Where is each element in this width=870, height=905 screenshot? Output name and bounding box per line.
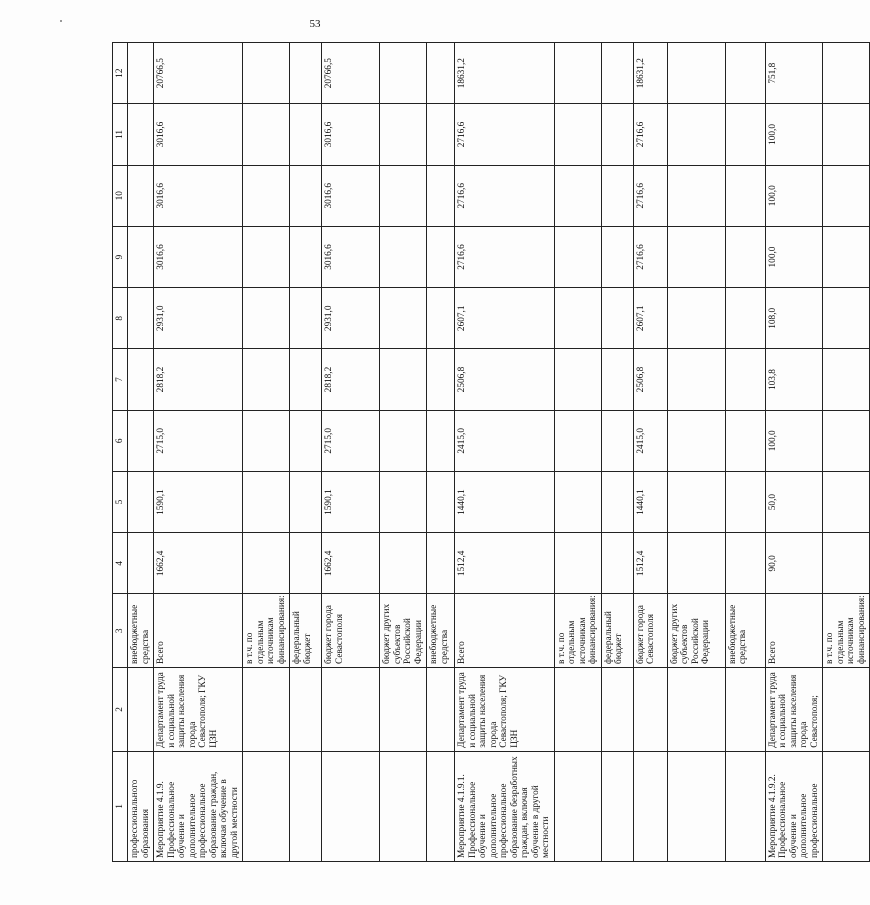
cell-value	[243, 165, 290, 226]
cell-measure	[725, 751, 765, 861]
table-row	[128, 43, 154, 862]
cell-value: 18631,2	[633, 43, 667, 104]
cell-value	[427, 410, 455, 471]
cell-value	[667, 288, 725, 349]
cell-executor: Департамент труда и социальной защиты населения города Севастополя; ГКУ ЦЗН	[154, 667, 243, 751]
cell-value	[427, 226, 455, 287]
cell-value: 1440,1	[633, 471, 667, 532]
cell-executor	[128, 667, 154, 751]
cell-value: 2716,6	[455, 226, 555, 287]
cell-measure: Мероприятие 4.1.9. Профессиональное обучение и дополнительное профессиональное образование граждан, включая обучение в другой местности	[154, 751, 243, 861]
cell-source: в т.ч. по отдельным источникам финансирования:	[554, 594, 601, 668]
column-header-11: 11	[113, 104, 128, 165]
cell-value	[290, 533, 322, 594]
cell-value: 2716,6	[455, 165, 555, 226]
cell-source: Всего	[765, 594, 823, 668]
cell-value	[380, 410, 427, 471]
cell-value	[290, 226, 322, 287]
column-header-9: 9	[113, 226, 128, 287]
cell-value	[823, 410, 870, 471]
cell-value	[243, 349, 290, 410]
cell-value	[667, 104, 725, 165]
column-header-12: 12	[113, 43, 128, 104]
table-row	[601, 43, 633, 862]
column-header-6: 6	[113, 410, 128, 471]
cell-value	[243, 43, 290, 104]
cell-value	[128, 104, 154, 165]
cell-value	[554, 226, 601, 287]
column-header-3: 3	[113, 594, 128, 668]
cell-value: 2607,1	[455, 288, 555, 349]
cell-value	[554, 43, 601, 104]
cell-value	[725, 533, 765, 594]
cell-value	[128, 288, 154, 349]
cell-value	[243, 288, 290, 349]
cell-executor	[633, 667, 667, 751]
cell-source: внебюджетные средства	[725, 594, 765, 668]
cell-value	[380, 349, 427, 410]
cell-value	[601, 104, 633, 165]
cell-value	[667, 165, 725, 226]
column-header-2: 2	[113, 667, 128, 751]
cell-value	[554, 410, 601, 471]
cell-value: 1512,4	[455, 533, 555, 594]
cell-source: в т.ч. по отдельным источникам финансирования:	[243, 594, 290, 668]
cell-value: 2716,6	[633, 226, 667, 287]
cell-value: 1590,1	[154, 471, 243, 532]
cell-value: 2415,0	[633, 410, 667, 471]
cell-value: 3016,6	[322, 226, 380, 287]
cell-value	[601, 349, 633, 410]
cell-value	[725, 226, 765, 287]
cell-value	[427, 43, 455, 104]
cell-value	[128, 43, 154, 104]
cell-value	[823, 533, 870, 594]
cell-value	[290, 349, 322, 410]
cell-value	[380, 226, 427, 287]
cell-source: бюджет города Севастополя	[633, 594, 667, 668]
cell-value	[725, 410, 765, 471]
column-header-7: 7	[113, 349, 128, 410]
cell-measure	[427, 751, 455, 861]
cell-value	[667, 349, 725, 410]
cell-value	[725, 43, 765, 104]
cell-value	[427, 533, 455, 594]
cell-value	[554, 165, 601, 226]
cell-value	[601, 471, 633, 532]
cell-value: 20766,5	[154, 43, 243, 104]
cell-source: Всего	[154, 594, 243, 668]
cell-value	[667, 533, 725, 594]
cell-value	[823, 43, 870, 104]
cell-source: бюджет города Севастополя	[322, 594, 380, 668]
cell-value	[243, 104, 290, 165]
cell-measure	[322, 751, 380, 861]
cell-value	[380, 43, 427, 104]
cell-value	[290, 471, 322, 532]
cell-value: 2818,2	[322, 349, 380, 410]
cell-value	[554, 533, 601, 594]
cell-executor	[667, 667, 725, 751]
cell-value	[290, 410, 322, 471]
cell-value	[128, 226, 154, 287]
cell-value	[823, 104, 870, 165]
cell-value	[427, 349, 455, 410]
cell-value: 100,0	[765, 410, 823, 471]
cell-executor: Департамент труда и социальной защиты населения города Севастополя;	[765, 667, 823, 751]
cell-value	[290, 104, 322, 165]
cell-value: 2931,0	[322, 288, 380, 349]
cell-value: 103,8	[765, 349, 823, 410]
cell-executor	[725, 667, 765, 751]
cell-value	[380, 104, 427, 165]
table-row	[554, 43, 601, 862]
cell-measure	[290, 751, 322, 861]
cell-executor	[554, 667, 601, 751]
financing-table	[112, 42, 870, 862]
cell-value: 1662,4	[154, 533, 243, 594]
cell-value	[601, 165, 633, 226]
cell-value	[601, 288, 633, 349]
cell-source: федеральный бюджет	[601, 594, 633, 668]
cell-executor	[322, 667, 380, 751]
cell-measure: Мероприятие 4.1.9.2. Профессиональное обучение и дополнительное профессиональное	[765, 751, 823, 861]
cell-value	[128, 471, 154, 532]
column-header-4: 4	[113, 533, 128, 594]
cell-value	[554, 349, 601, 410]
cell-value: 3016,6	[154, 165, 243, 226]
cell-value: 2931,0	[154, 288, 243, 349]
cell-value	[601, 226, 633, 287]
cell-value: 18631,2	[455, 43, 555, 104]
cell-value	[554, 104, 601, 165]
cell-executor: Департамент труда и социальной защиты населения города Севастополя; ГКУ ЦЗН	[455, 667, 555, 751]
table-row	[427, 43, 455, 862]
cell-value	[128, 165, 154, 226]
cell-value	[601, 533, 633, 594]
cell-value	[243, 410, 290, 471]
cell-measure	[601, 751, 633, 861]
cell-value	[601, 43, 633, 104]
cell-value: 50,0	[765, 471, 823, 532]
table-row	[765, 43, 823, 862]
cell-value	[823, 165, 870, 226]
cell-value	[290, 43, 322, 104]
cell-executor	[427, 667, 455, 751]
cell-value	[427, 165, 455, 226]
column-header-5: 5	[113, 471, 128, 532]
cell-source: внебюджетные средства	[427, 594, 455, 668]
cell-executor	[243, 667, 290, 751]
cell-value	[554, 288, 601, 349]
cell-value	[725, 288, 765, 349]
cell-value	[380, 533, 427, 594]
table-row	[725, 43, 765, 862]
table-row	[633, 43, 667, 862]
cell-value: 3016,6	[154, 226, 243, 287]
cell-value	[290, 288, 322, 349]
cell-value	[380, 165, 427, 226]
cell-value: 3016,6	[154, 104, 243, 165]
cell-value	[725, 471, 765, 532]
page-number: 53	[309, 18, 321, 30]
cell-value	[725, 349, 765, 410]
cell-value: 2506,8	[633, 349, 667, 410]
cell-measure	[823, 751, 870, 861]
cell-executor	[290, 667, 322, 751]
cell-value: 2818,2	[154, 349, 243, 410]
cell-value: 100,0	[765, 104, 823, 165]
cell-source: внебюджетные средства	[128, 594, 154, 668]
cell-value: 2715,0	[154, 410, 243, 471]
cell-value: 108,0	[765, 288, 823, 349]
cell-value: 1440,1	[455, 471, 555, 532]
cell-value	[128, 410, 154, 471]
cell-value	[427, 288, 455, 349]
cell-measure	[380, 751, 427, 861]
cell-measure	[633, 751, 667, 861]
cell-value: 90,0	[765, 533, 823, 594]
cell-value	[128, 349, 154, 410]
cell-value	[667, 410, 725, 471]
cell-value	[823, 226, 870, 287]
column-header-8: 8	[113, 288, 128, 349]
cell-source: бюджет других субъектов Российской Федерации	[667, 594, 725, 668]
cell-value	[823, 288, 870, 349]
cell-value	[601, 410, 633, 471]
cell-value	[667, 226, 725, 287]
table-row	[290, 43, 322, 862]
cell-executor	[823, 667, 870, 751]
cell-value: 2716,6	[633, 104, 667, 165]
cell-value: 1662,4	[322, 533, 380, 594]
rotated-table-container	[112, 42, 867, 862]
cell-value	[667, 471, 725, 532]
cell-value	[290, 165, 322, 226]
cell-source: в т.ч. по отдельным источникам финансирования:	[823, 594, 870, 668]
cell-value: 2415,0	[455, 410, 555, 471]
cell-value	[725, 104, 765, 165]
cell-value: 3016,6	[322, 165, 380, 226]
cell-source: федеральный бюджет	[290, 594, 322, 668]
cell-measure	[554, 751, 601, 861]
cell-value	[243, 471, 290, 532]
cell-executor	[601, 667, 633, 751]
table-body	[128, 43, 870, 862]
cell-value: 751,8	[765, 43, 823, 104]
cell-value: 20766,5	[322, 43, 380, 104]
cell-value: 3016,6	[322, 104, 380, 165]
cell-measure: Мероприятие 4.1.9.1. Профессиональное обучение и дополнительное профессиональное образование безработных граждан, включая обучение в другой местности	[455, 751, 555, 861]
table-row	[380, 43, 427, 862]
cell-value	[725, 165, 765, 226]
cell-value	[823, 349, 870, 410]
cell-value	[380, 471, 427, 532]
cell-value	[243, 226, 290, 287]
cell-value	[128, 533, 154, 594]
cell-value: 100,0	[765, 165, 823, 226]
table-row	[243, 43, 290, 862]
cell-value	[554, 471, 601, 532]
column-header-10: 10	[113, 165, 128, 226]
header-row	[113, 43, 128, 862]
cell-value	[427, 471, 455, 532]
cell-measure	[667, 751, 725, 861]
cell-value: 2716,6	[633, 165, 667, 226]
cell-value	[380, 288, 427, 349]
cell-value: 1512,4	[633, 533, 667, 594]
cell-value	[427, 104, 455, 165]
cell-value	[667, 43, 725, 104]
cell-measure	[243, 751, 290, 861]
cell-value: 1590,1	[322, 471, 380, 532]
cell-measure: профессионального образования	[128, 751, 154, 861]
cell-source: Всего	[455, 594, 555, 668]
cell-value: 2715,0	[322, 410, 380, 471]
cell-value: 2506,8	[455, 349, 555, 410]
table-row	[322, 43, 380, 862]
cell-executor	[380, 667, 427, 751]
table-row	[667, 43, 725, 862]
table-row	[455, 43, 555, 862]
cell-value	[823, 471, 870, 532]
cell-value: 100,0	[765, 226, 823, 287]
table-row	[154, 43, 243, 862]
cell-source: бюджет других субъектов Российской Федерации	[380, 594, 427, 668]
column-header-1: 1	[113, 751, 128, 861]
table-row	[823, 43, 870, 862]
cell-value	[243, 533, 290, 594]
cell-value: 2607,1	[633, 288, 667, 349]
cell-value: 2716,6	[455, 104, 555, 165]
